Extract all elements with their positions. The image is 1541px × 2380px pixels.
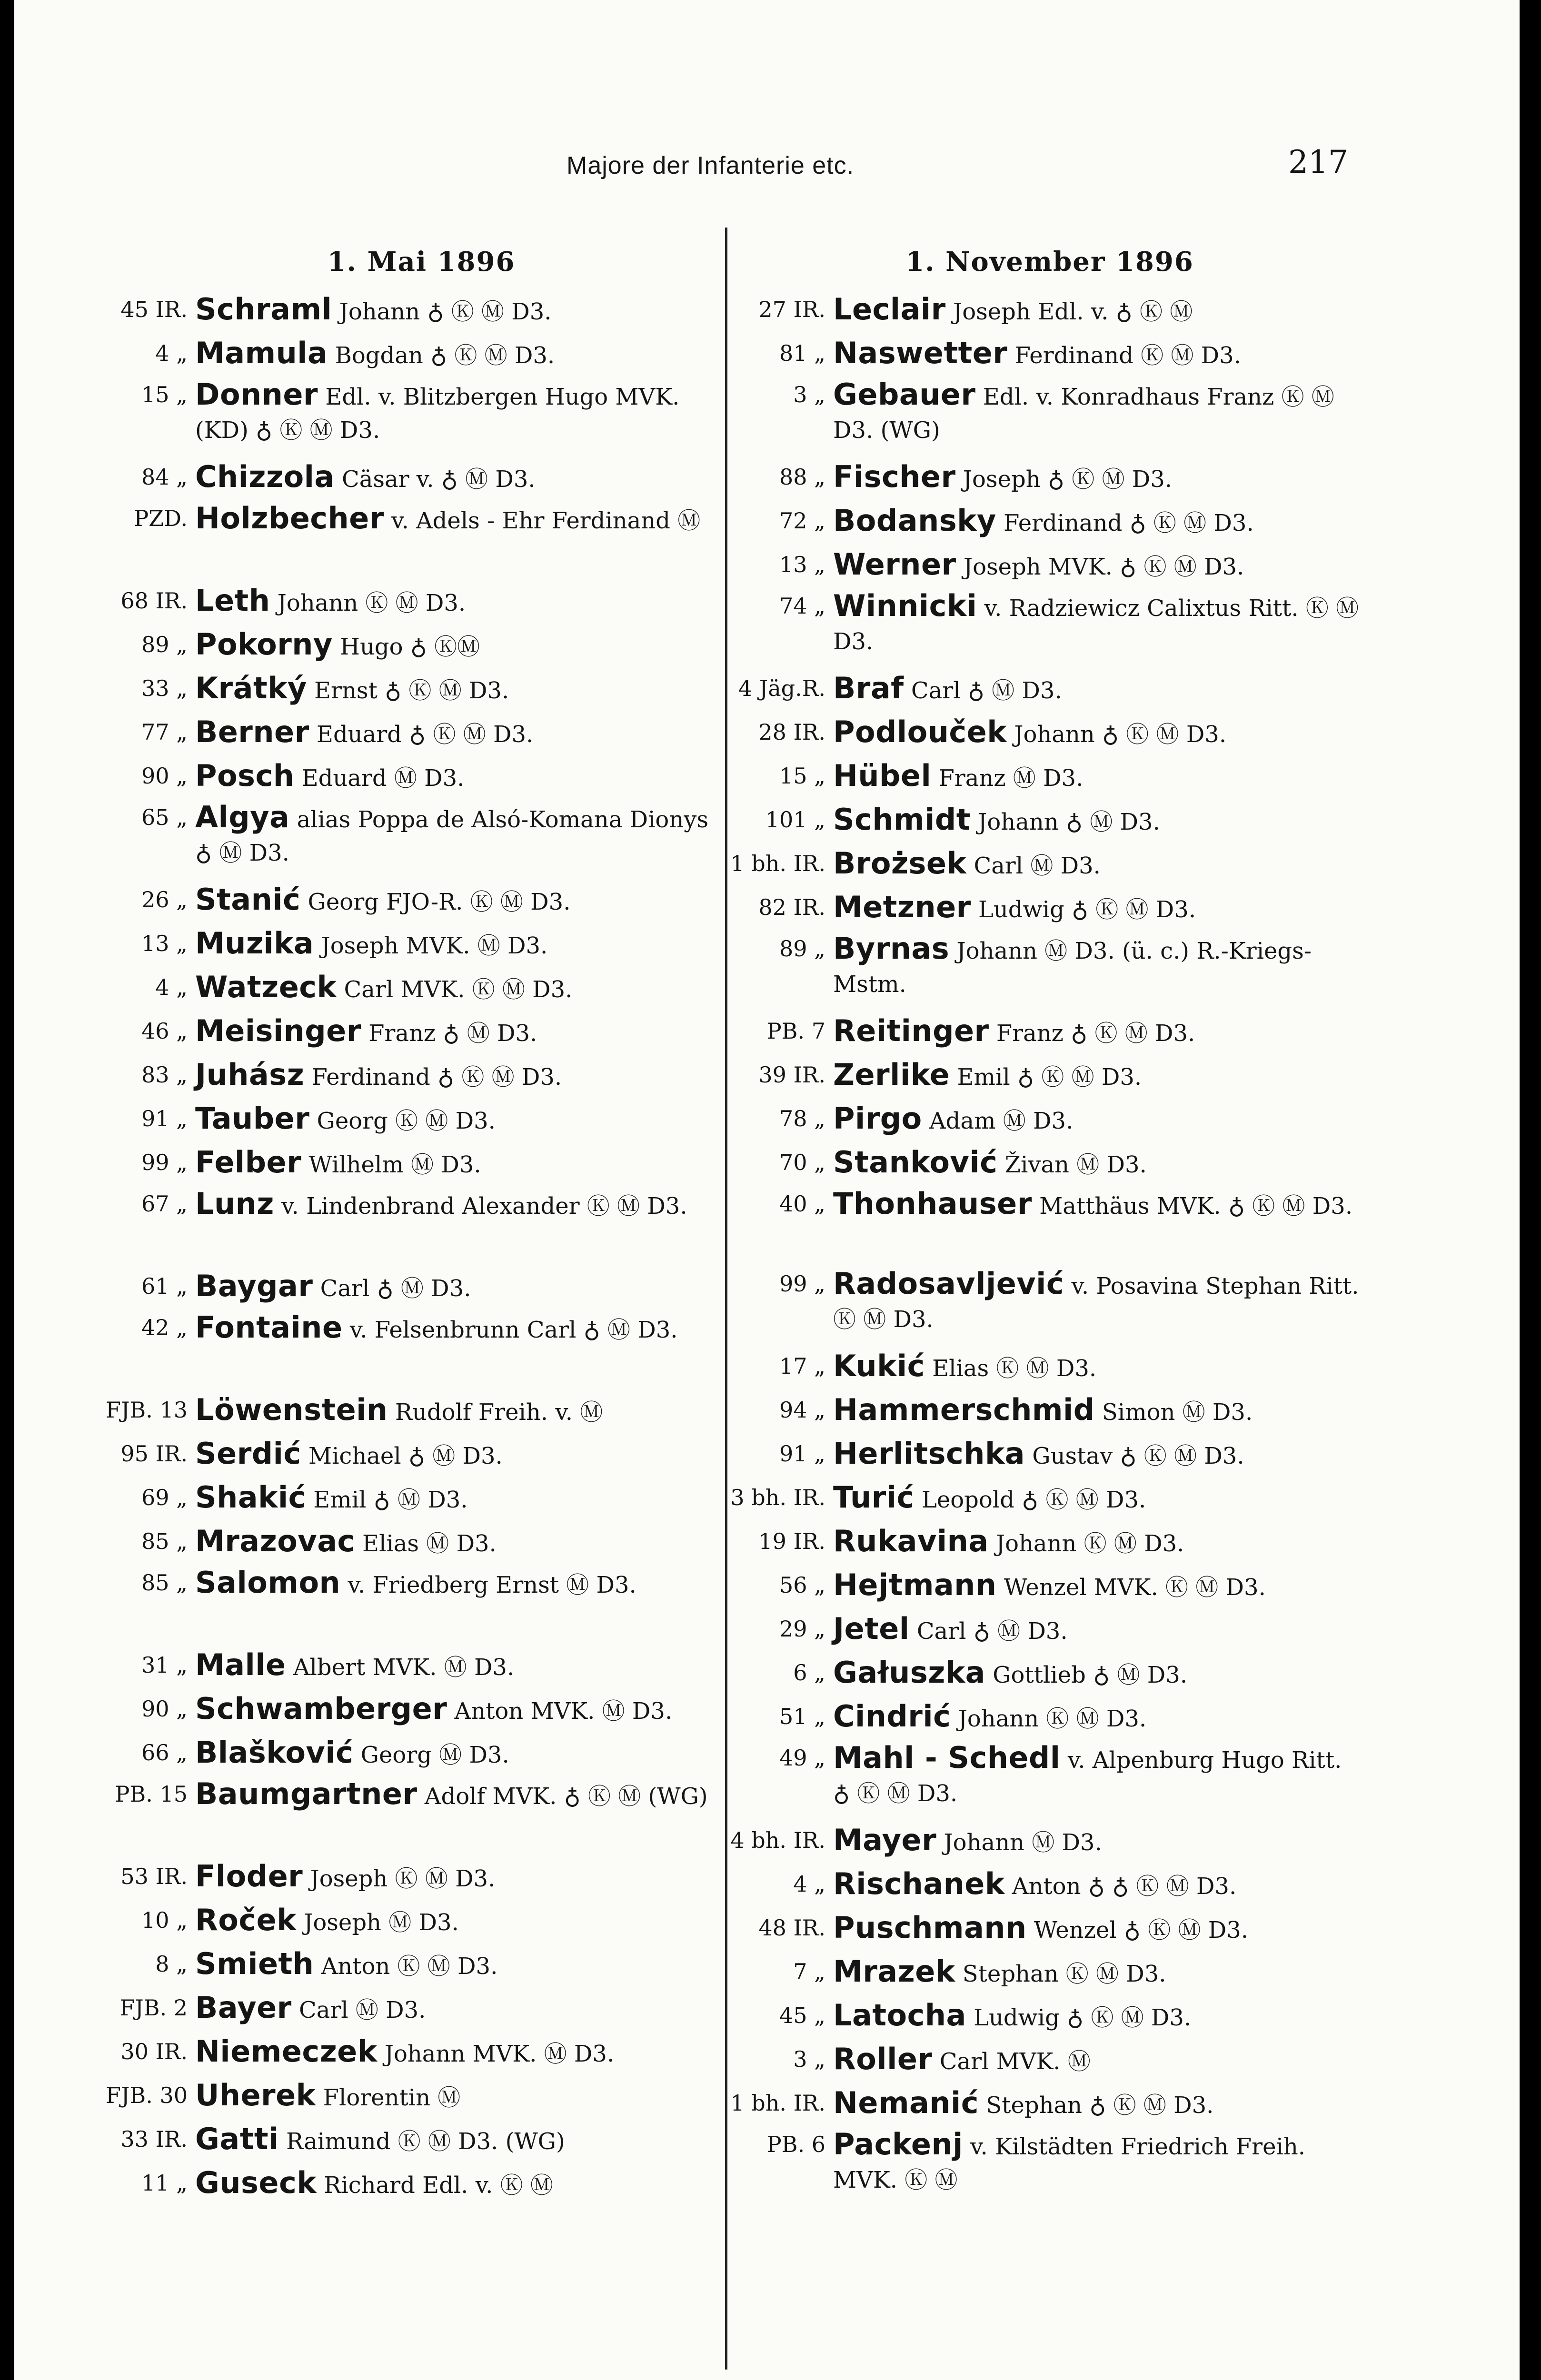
regiment-label: 48 IR. — [758, 1915, 825, 1941]
regiment-label: 83 „ — [141, 1062, 188, 1088]
regiment-label: 69 „ — [141, 1485, 188, 1510]
officer-entry — [106, 1391, 724, 1435]
regiment-label: 10 „ — [141, 1907, 188, 1933]
officer-text: Nemanić Stephan ♁ Ⓚ Ⓜ D3. — [833, 2085, 1214, 2120]
officer-text: Latocha Ludwig ♁ Ⓚ Ⓜ D3. — [833, 1998, 1192, 2033]
regiment-label: PB. 6 — [766, 2132, 825, 2157]
officer-entry — [119, 669, 724, 713]
officer-entry — [740, 334, 1359, 378]
officer-entry — [740, 1909, 1359, 1953]
officer-text: Baumgartner Adolf MVK. ♁ Ⓚ Ⓜ (WG) — [195, 1776, 708, 1811]
officer-entry — [740, 290, 1359, 334]
officer-entry — [740, 1347, 1359, 1391]
officer-entry — [119, 1646, 724, 1690]
regiment-label: 46 „ — [141, 1018, 188, 1044]
officer-text: Stanković Živan Ⓜ D3. — [833, 1145, 1147, 1180]
column-heading-left: 1. Mai 1896 — [327, 246, 516, 278]
regiment-label: 89 „ — [779, 936, 825, 962]
officer-entry — [119, 334, 724, 378]
officer-entry — [119, 1522, 724, 1566]
officer-text: Serdić Michael ♁ Ⓜ D3. — [195, 1436, 503, 1471]
officer-entry — [740, 801, 1359, 844]
regiment-label: 85 „ — [141, 1570, 188, 1596]
regiment-label: 3 „ — [793, 2046, 825, 2072]
officer-entry — [119, 2120, 724, 2164]
regiment-label: 15 „ — [141, 382, 188, 407]
officer-text: Roller Carl MVK. Ⓜ — [833, 2042, 1091, 2076]
officer-entry — [740, 1865, 1359, 1909]
officer-entry — [119, 713, 724, 757]
officer-entry — [740, 1697, 1359, 1741]
regiment-label: 19 IR. — [758, 1528, 825, 1554]
regiment-label: 68 IR. — [120, 588, 188, 614]
officer-text: Krátký Ernst ♁ Ⓚ Ⓜ D3. — [195, 671, 509, 705]
officer-entry — [119, 1945, 724, 1989]
officer-text: Mrazek Stephan Ⓚ Ⓜ D3. — [833, 1954, 1166, 1989]
officer-entry — [740, 1012, 1359, 1056]
officer-entry — [740, 1522, 1359, 1566]
regiment-label: 89 „ — [141, 632, 188, 657]
page-number: 217 — [1288, 144, 1348, 180]
regiment-label: 13 „ — [141, 931, 188, 956]
regiment-label: 11 „ — [141, 2170, 188, 2196]
officer-entry — [115, 1776, 724, 1857]
officer-text: Kukić Elias Ⓚ Ⓜ D3. — [833, 1349, 1097, 1383]
officer-entry — [740, 1741, 1359, 1821]
officer-entry — [119, 968, 724, 1012]
officer-text: Turić Leopold ♁ Ⓚ Ⓜ D3. — [833, 1480, 1146, 1515]
regiment-label: 45 „ — [779, 2003, 825, 2028]
regiment-label: 101 „ — [765, 807, 825, 833]
officer-text: Löwenstein Rudolf Freih. v. Ⓜ — [195, 1392, 603, 1427]
officer-entry — [119, 2033, 724, 2076]
officer-text: Floder Joseph Ⓚ Ⓜ D3. — [195, 1859, 496, 1894]
regiment-label: 15 „ — [779, 763, 825, 789]
officer-entry — [119, 582, 724, 625]
officer-entry — [730, 1478, 1359, 1522]
officer-text: Metzner Ludwig ♁ Ⓚ Ⓜ D3. — [833, 890, 1196, 924]
officer-text: Malle Albert MVK. Ⓜ D3. — [195, 1647, 515, 1682]
regiment-label: FJB. 30 — [106, 2082, 188, 2108]
regiment-label: 84 „ — [141, 464, 188, 490]
entry-list-right — [730, 290, 1359, 2208]
officer-entry — [740, 458, 1359, 502]
officer-text: Leclair Joseph Edl. v. ♁ Ⓚ Ⓜ — [833, 292, 1193, 327]
regiment-label: 29 „ — [779, 1616, 825, 1642]
officer-text: Watzeck Carl MVK. Ⓚ Ⓜ D3. — [195, 970, 573, 1004]
officer-text: Chizzola Cäsar v. ♁ Ⓜ D3. — [195, 459, 536, 494]
column-heading-right: 1. November 1896 — [905, 246, 1194, 278]
regiment-label: PZD. — [134, 506, 188, 531]
regiment-label: 4 „ — [155, 974, 188, 1000]
running-head — [14, 144, 1520, 189]
officer-entry — [119, 1690, 724, 1734]
officer-entry — [740, 1187, 1359, 1267]
officer-text: Packenj v. Kilstädten Friedrich Freih. MVK. Ⓚ Ⓜ — [833, 2127, 1306, 2193]
officer-text: Schmidt Johann ♁ Ⓜ D3. — [833, 802, 1160, 837]
document-page — [14, 0, 1520, 2380]
regiment-label: 27 IR. — [758, 297, 825, 322]
officer-entry — [740, 1056, 1359, 1100]
officer-text: Fontaine v. Felsenbrunn Carl ♁ Ⓜ D3. — [195, 1310, 678, 1345]
officer-entry — [119, 1100, 724, 1143]
officer-text: Baygar Carl ♁ Ⓜ D3. — [195, 1269, 471, 1303]
regiment-label: 56 „ — [779, 1572, 825, 1598]
officer-entry — [119, 1435, 724, 1478]
officer-entry — [740, 1391, 1359, 1435]
officer-entry — [119, 502, 724, 582]
regiment-label: 4 Jäg.R. — [738, 675, 825, 701]
officer-text: Smieth Anton Ⓚ Ⓜ D3. — [195, 1946, 498, 1981]
officer-entry — [730, 844, 1359, 888]
officer-text: Schraml Johann ♁ Ⓚ Ⓜ D3. — [195, 292, 552, 327]
regiment-label: 61 „ — [141, 1273, 188, 1299]
officer-text: Juhász Ferdinand ♁ Ⓚ Ⓜ D3. — [195, 1057, 562, 1092]
officer-text: Mrazovac Elias Ⓜ D3. — [195, 1524, 497, 1558]
regiment-label: 70 „ — [779, 1150, 825, 1175]
regiment-label: FJB. 13 — [106, 1397, 188, 1423]
officer-text: Mahl - Schedl v. Alpenburg Hugo Ritt. ♁ Ⓚ Ⓜ D3. — [833, 1740, 1342, 1807]
officer-entry — [740, 545, 1359, 589]
regiment-label: 53 IR. — [120, 1864, 188, 1889]
officer-entry — [119, 1989, 724, 2033]
officer-entry — [740, 932, 1359, 1012]
officer-text: Leth Johann Ⓚ Ⓜ D3. — [195, 583, 466, 618]
regiment-label: 51 „ — [779, 1704, 825, 1729]
regiment-label: 72 „ — [779, 508, 825, 534]
officer-entry — [119, 924, 724, 968]
officer-text: Gałuszka Gottlieb ♁ Ⓜ D3. — [833, 1655, 1187, 1690]
officer-text: Berner Eduard ♁ Ⓚ Ⓜ D3. — [195, 714, 534, 749]
officer-text: Gebauer Edl. v. Konradhaus Franz Ⓚ Ⓜ D3. (WG) — [833, 377, 1334, 444]
officer-text: Rischanek Anton ♁ ♁ Ⓚ Ⓜ D3. — [833, 1866, 1237, 1901]
officer-entry — [730, 2084, 1359, 2128]
officer-text: Gatti Raimund Ⓚ Ⓜ D3. (WG) — [195, 2122, 565, 2156]
officer-entry — [119, 881, 724, 924]
officer-text: Muzika Joseph MVK. Ⓜ D3. — [195, 926, 548, 961]
regiment-label: 28 IR. — [758, 719, 825, 745]
officer-text: Stanić Georg FJO-R. Ⓚ Ⓜ D3. — [195, 882, 571, 917]
regiment-label: 33 IR. — [120, 2126, 188, 2152]
officer-entry — [740, 888, 1359, 932]
officer-text: Rukavina Johann Ⓚ Ⓜ D3. — [833, 1524, 1184, 1558]
regiment-label: 66 „ — [141, 1740, 188, 1765]
officer-text: Posch Eduard Ⓜ D3. — [195, 758, 465, 793]
officer-entry — [119, 757, 724, 801]
officer-entry — [740, 1566, 1359, 1610]
officer-text: Tauber Georg Ⓚ Ⓜ D3. — [195, 1101, 496, 1136]
officer-entry — [119, 2164, 724, 2208]
regiment-label: PB. 15 — [115, 1781, 188, 1807]
officer-text: Roček Joseph Ⓜ D3. — [195, 1903, 459, 1937]
officer-text: Hammerschmid Simon Ⓜ D3. — [833, 1392, 1253, 1427]
officer-entry — [740, 1267, 1359, 1347]
regiment-label: 99 „ — [141, 1150, 188, 1175]
officer-text: Holzbecher v. Adels - Ehr Ferdinand Ⓜ — [195, 501, 701, 536]
officer-entry — [119, 1267, 724, 1311]
officer-text: Werner Joseph MVK. ♁ Ⓚ Ⓜ D3. — [833, 547, 1244, 582]
regiment-label: 26 „ — [141, 887, 188, 912]
officer-entry — [119, 290, 724, 334]
officer-text: Bodansky Ferdinand ♁ Ⓚ Ⓜ D3. — [833, 503, 1254, 538]
regiment-label: 99 „ — [779, 1271, 825, 1297]
officer-text: Algya alias Poppa de Alsó-Komana Dionys ♁ Ⓜ D3. — [195, 800, 708, 866]
officer-entry — [740, 1435, 1359, 1478]
regiment-label: 88 „ — [779, 464, 825, 490]
officer-entry — [119, 1901, 724, 1945]
regiment-label: PB. 7 — [766, 1018, 825, 1044]
officer-entry — [740, 1143, 1359, 1187]
officer-entry — [740, 589, 1359, 669]
officer-text: Podlouček Johann ♁ Ⓚ Ⓜ D3. — [833, 714, 1227, 749]
officer-text: Naswetter Ferdinand Ⓚ Ⓜ D3. — [833, 336, 1241, 370]
officer-text: Guseck Richard Edl. v. Ⓚ Ⓜ — [195, 2165, 553, 2200]
regiment-label: 1 bh. IR. — [730, 851, 825, 876]
officer-text: Byrnas Johann Ⓜ D3. (ü. c.) R.-Kriegs-Mstm. — [833, 931, 1312, 998]
officer-text: Hübel Franz Ⓜ D3. — [833, 758, 1084, 793]
regiment-label: 77 „ — [141, 719, 188, 745]
officer-entry — [119, 1311, 724, 1391]
regiment-label: 42 „ — [141, 1315, 188, 1340]
officer-text: Niemeczek Johann MVK. Ⓜ D3. — [195, 2034, 615, 2069]
officer-text: Herlitschka Gustav ♁ Ⓚ Ⓜ D3. — [833, 1436, 1244, 1471]
officer-text: Puschmann Wenzel ♁ Ⓚ Ⓜ D3. — [833, 1910, 1249, 1945]
regiment-label: 30 IR. — [120, 2039, 188, 2064]
regiment-label: 3 bh. IR. — [730, 1485, 825, 1510]
regiment-label: 82 IR. — [758, 894, 825, 920]
regiment-label: 81 „ — [779, 340, 825, 366]
officer-text: Bayer Carl Ⓜ D3. — [195, 1990, 426, 2025]
regiment-label: 39 IR. — [758, 1062, 825, 1088]
page-title: Majore der Infanterie etc. — [567, 152, 855, 179]
regiment-label: 4 „ — [155, 340, 188, 366]
officer-text: Donner Edl. v. Blitzbergen Hugo MVK. (KD) ♁ Ⓚ Ⓜ D3. — [195, 377, 680, 444]
officer-text: Felber Wilhelm Ⓜ D3. — [195, 1145, 481, 1180]
officer-text: Zerlike Emil ♁ Ⓚ Ⓜ D3. — [833, 1057, 1142, 1092]
regiment-label: 3 „ — [793, 382, 825, 407]
regiment-label: 17 „ — [779, 1353, 825, 1379]
regiment-label: 90 „ — [141, 1696, 188, 1722]
regiment-label: 45 IR. — [120, 297, 188, 322]
officer-entry — [119, 1566, 724, 1646]
officer-entry — [740, 669, 1359, 713]
officer-text: Schwamberger Anton MVK. Ⓜ D3. — [195, 1691, 673, 1726]
officer-text: Thonhauser Matthäus MVK. ♁ Ⓚ Ⓜ D3. — [833, 1186, 1353, 1221]
officer-entry — [740, 2040, 1359, 2084]
officer-text: Reitinger Franz ♁ Ⓚ Ⓜ D3. — [833, 1013, 1195, 1048]
officer-text: Mayer Johann Ⓜ D3. — [833, 1823, 1102, 1857]
regiment-label: 74 „ — [779, 593, 825, 619]
officer-entry — [740, 1100, 1359, 1143]
regiment-label: 4 bh. IR. — [730, 1827, 825, 1853]
officer-entry — [119, 625, 724, 669]
officer-entry — [740, 502, 1359, 545]
officer-entry — [119, 458, 724, 502]
officer-text: Pokorny Hugo ♁ ⓀⓂ — [195, 627, 480, 662]
officer-text: Cindrić Johann Ⓚ Ⓜ D3. — [833, 1699, 1147, 1734]
officer-text: Pirgo Adam Ⓜ D3. — [833, 1101, 1074, 1136]
regiment-label: 91 „ — [141, 1106, 188, 1131]
column-left — [106, 243, 724, 2208]
column-right — [730, 243, 1359, 2208]
regiment-label: 31 „ — [141, 1652, 188, 1678]
officer-entry — [119, 1187, 724, 1267]
officer-text: Salomon v. Friedberg Ernst Ⓜ D3. — [195, 1565, 636, 1600]
officer-entry — [740, 2128, 1359, 2208]
officer-entry — [119, 801, 724, 881]
regiment-label: 1 bh. IR. — [730, 2090, 825, 2116]
officer-text: Fischer Joseph ♁ Ⓚ Ⓜ D3. — [833, 459, 1173, 494]
regiment-label: 8 „ — [155, 1951, 188, 1977]
officer-entry — [106, 2076, 724, 2120]
officer-entry — [740, 1654, 1359, 1697]
officer-entry — [740, 1953, 1359, 1996]
regiment-label: 65 „ — [141, 804, 188, 830]
officer-text: Shakić Emil ♁ Ⓜ D3. — [195, 1480, 468, 1515]
officer-entry — [740, 378, 1359, 458]
regiment-label: 40 „ — [779, 1191, 825, 1217]
entry-list-left — [106, 290, 724, 2208]
officer-entry — [119, 1056, 724, 1100]
officer-entry — [740, 713, 1359, 757]
officer-text: Uherek Florentin Ⓜ — [195, 2078, 461, 2112]
officer-text: Radosavljević v. Posavina Stephan Ritt. Ⓚ Ⓜ D3. — [833, 1266, 1359, 1333]
regiment-label: 49 „ — [779, 1745, 825, 1771]
officer-entry — [119, 1478, 724, 1522]
regiment-label: 91 „ — [779, 1441, 825, 1467]
officer-entry — [119, 1143, 724, 1187]
officer-entry — [119, 378, 724, 458]
regiment-label: 85 „ — [141, 1528, 188, 1554]
regiment-label: 13 „ — [779, 552, 825, 577]
regiment-label: FJB. 2 — [119, 1995, 188, 2021]
officer-entry — [119, 1857, 724, 1901]
officer-text: Mamula Bogdan ♁ Ⓚ Ⓜ D3. — [195, 336, 555, 370]
officer-text: Jetel Carl ♁ Ⓜ D3. — [833, 1611, 1068, 1646]
regiment-label: 6 „ — [793, 1660, 825, 1686]
officer-entry — [740, 1610, 1359, 1654]
officer-text: Blašković Georg Ⓜ D3. — [195, 1735, 509, 1770]
officer-entry — [119, 1734, 724, 1777]
officer-entry — [740, 757, 1359, 801]
officer-entry — [730, 1821, 1359, 1865]
officer-text: Hejtmann Wenzel MVK. Ⓚ Ⓜ D3. — [833, 1567, 1266, 1602]
officer-text: Braf Carl ♁ Ⓜ D3. — [833, 671, 1062, 705]
regiment-label: 4 „ — [793, 1871, 825, 1897]
regiment-label: 94 „ — [779, 1397, 825, 1423]
officer-entry — [119, 1012, 724, 1056]
regiment-label: 90 „ — [141, 763, 188, 789]
officer-entry — [740, 1996, 1359, 2040]
officer-text: Brożsek Carl Ⓜ D3. — [833, 846, 1101, 881]
regiment-label: 78 „ — [779, 1106, 825, 1131]
regiment-label: 33 „ — [141, 675, 188, 701]
regiment-label: 7 „ — [793, 1959, 825, 1984]
officer-text: Winnicki v. Radziewicz Calixtus Ritt. Ⓚ Ⓜ D3. — [833, 588, 1359, 655]
regiment-label: 95 IR. — [120, 1441, 188, 1467]
officer-text: Lunz v. Lindenbrand Alexander Ⓚ Ⓜ D3. — [195, 1186, 687, 1221]
officer-text: Meisinger Franz ♁ Ⓜ D3. — [195, 1013, 537, 1048]
regiment-label: 67 „ — [141, 1191, 188, 1217]
